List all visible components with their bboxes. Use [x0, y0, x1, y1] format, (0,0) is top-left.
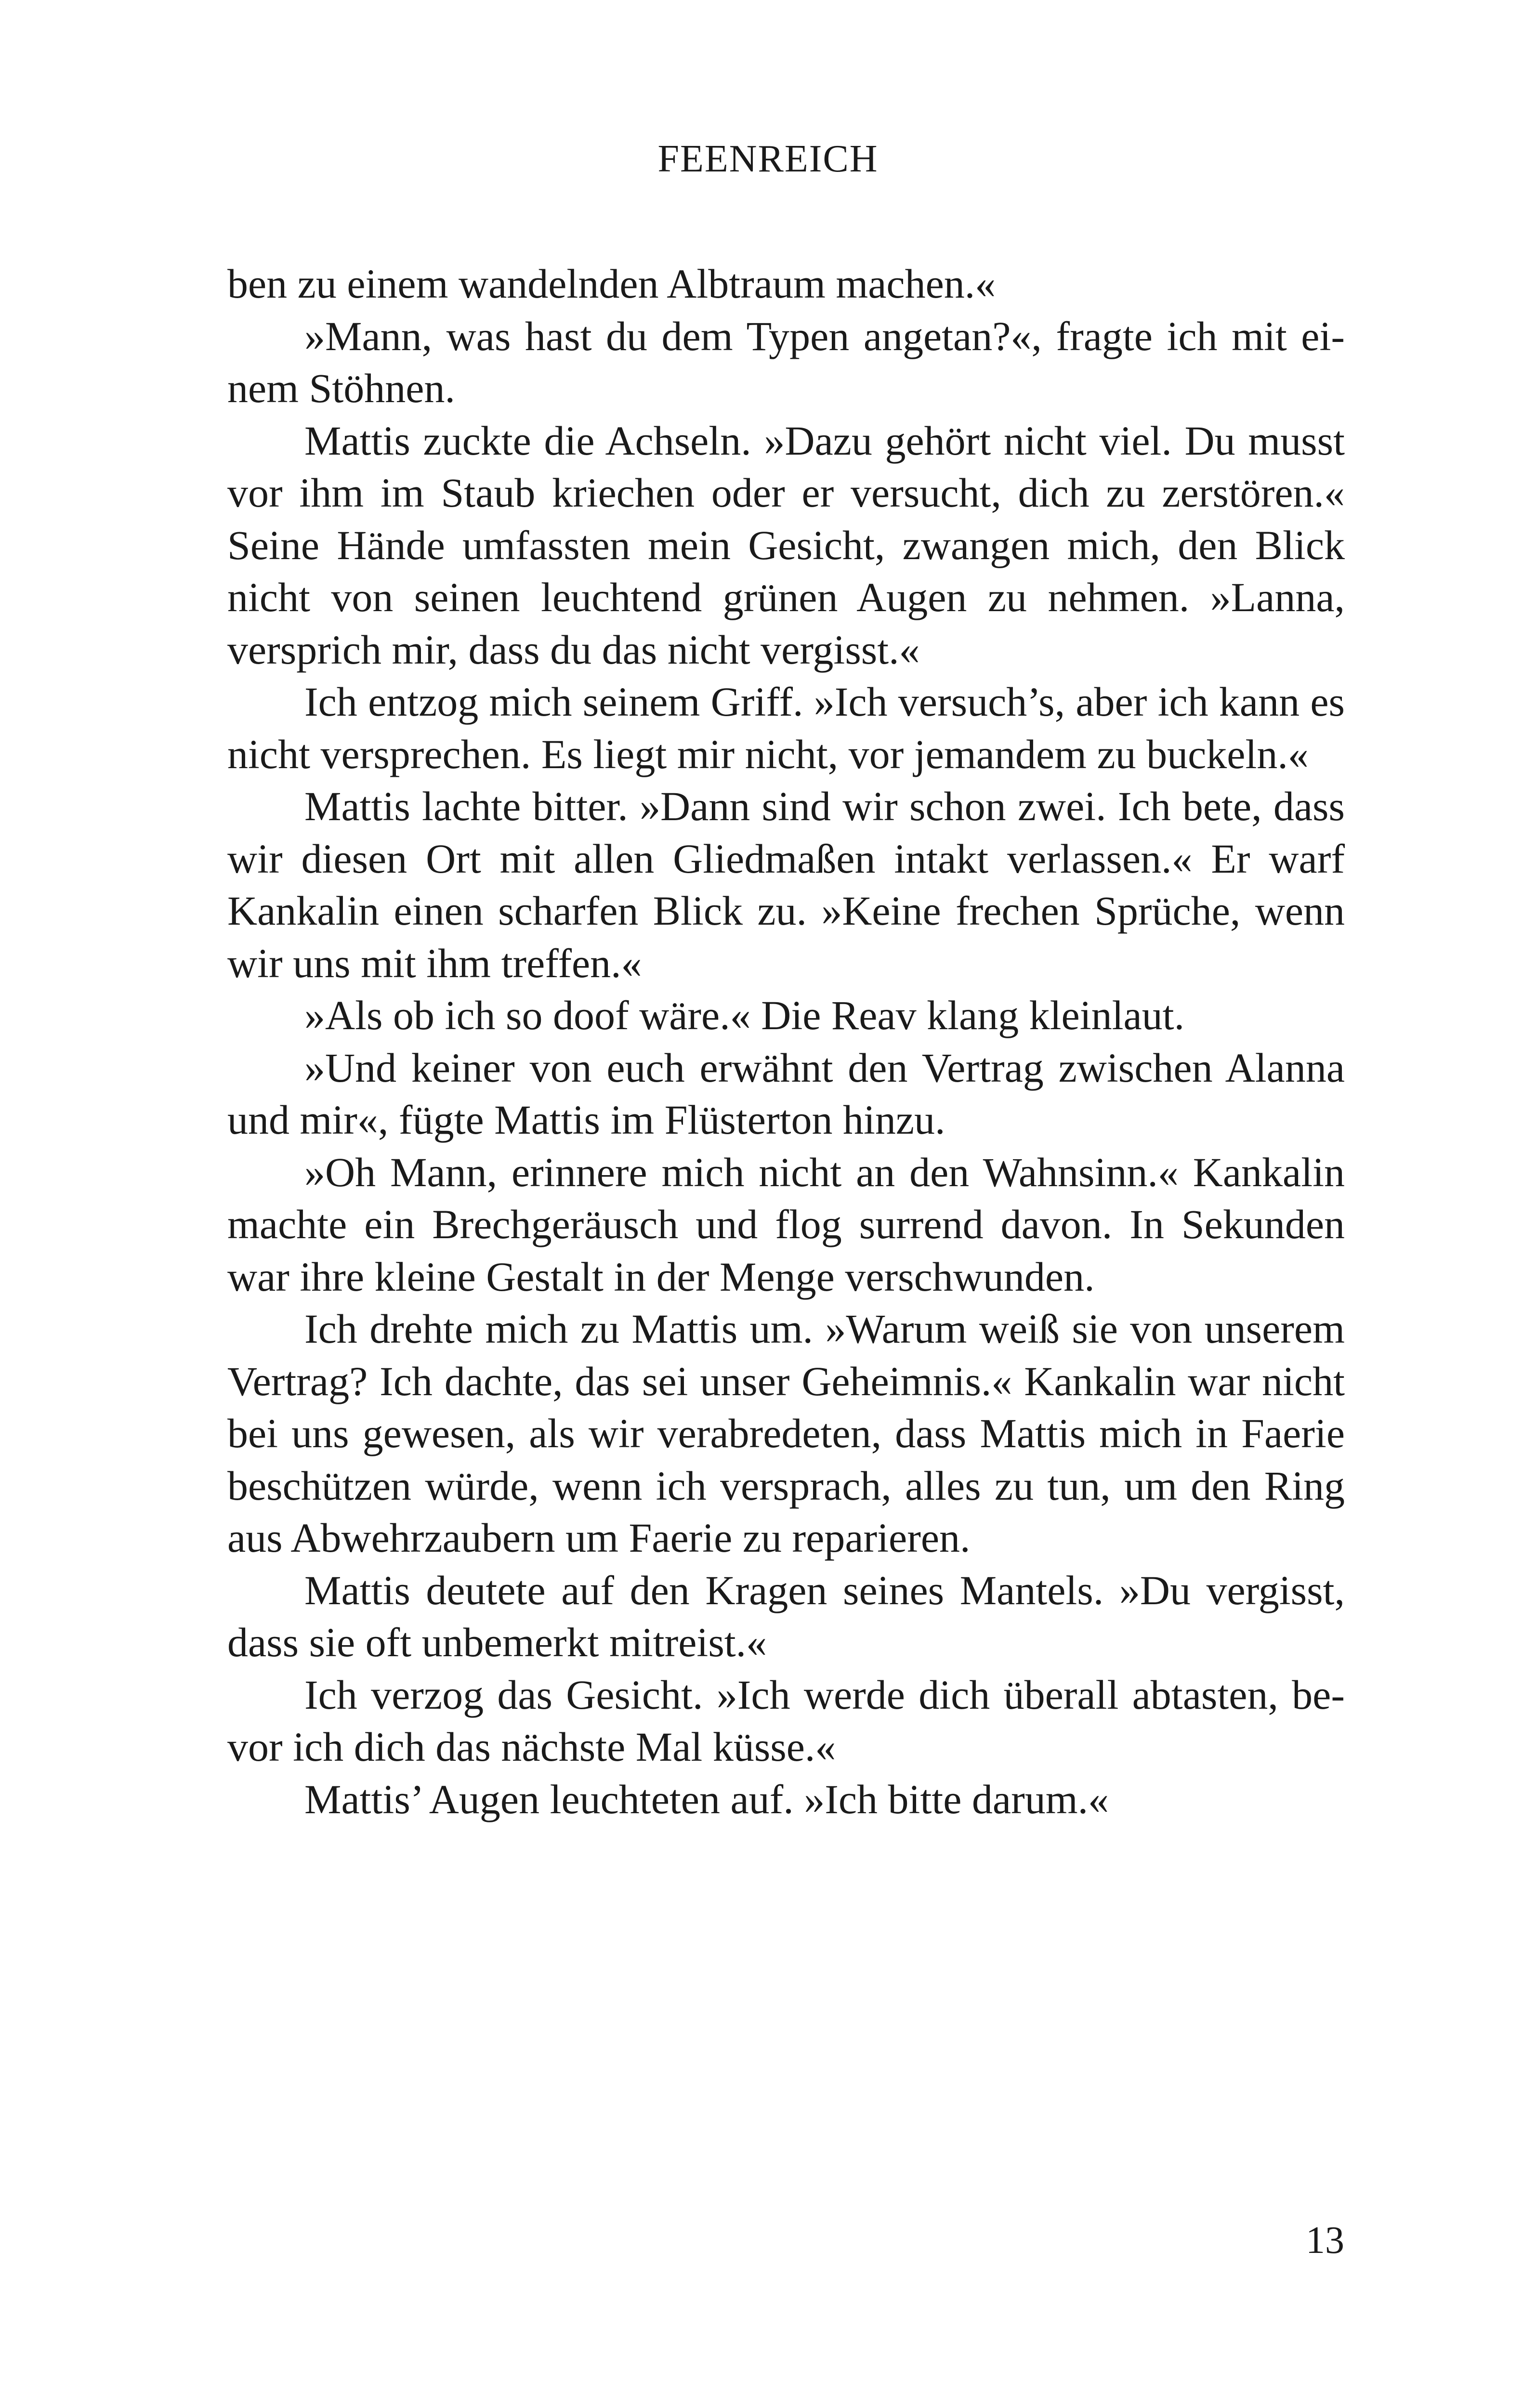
paragraph: »Als ob ich so doof wäre.« Die Reav klang kleinlaut.: [304, 992, 1185, 1038]
paragraph: Ich entzog mich seinem Griff. »Ich versuch’s, aber ich kann es nicht versprechen. Es liegt mir nicht, vor jemandem zu buckeln.«: [227, 679, 1345, 777]
paragraph: »Oh Mann, erinnere mich nicht an den Wahnsinn.« Kankalin machte ein Brechgeräusch und flog surrend davon. In Sekunden war ihre kleine Gestalt in der Menge verschwunden.: [227, 1149, 1345, 1300]
paragraph: Ich verzog das Gesicht. »Ich werde dich überall abtasten, bevor ich dich das nächste Mal küsse.«: [227, 1671, 1345, 1770]
paragraph: Mattis’ Augen leuchteten auf. »Ich bitte darum.«: [304, 1776, 1109, 1822]
paragraph: Mattis deutete auf den Kragen seines Mantels. »Du vergisst, dass sie oft unbemerkt mitreist.«: [227, 1567, 1345, 1665]
page-number: 13: [1306, 2219, 1344, 2262]
paragraph: Mattis zuckte die Achseln. »Dazu gehört nicht viel. Du musst vor ihm im Staub kriechen oder er versucht, dich zu zerstören.« Seine Hände umfassten mein Gesicht, zwangen mich, den Blick nicht von seinen leuchtend grünen Augen zu nehmen. »Lanna, versprich mir, dass du das nicht vergisst.«: [227, 417, 1345, 673]
body-text: [227, 258, 1345, 1825]
paragraph: ben zu einem wandelnden Albtraum machen.«: [227, 261, 996, 307]
paragraph: »Mann, was hast du dem Typen angetan?«, fragte ich mit einem Stöhnen.: [227, 313, 1345, 411]
paragraph: »Und keiner von euch erwähnt den Vertrag zwischen Alanna und mir«, fügte Mattis im Flüsterton hinzu.: [227, 1044, 1345, 1143]
paragraph: Mattis lachte bitter. »Dann sind wir schon zwei. Ich bete, dass wir diesen Ort mit allen Gliedmaßen intakt verlassen.« Er warf Kankalin einen scharfen Blick zu. »Keine frechen Sprüche, wenn wir uns mit ihm treffen.«: [227, 783, 1345, 986]
running-head: FEENREICH: [657, 138, 879, 180]
paragraph: Ich drehte mich zu Mattis um. »Warum weiß sie von unserem Vertrag? Ich dachte, das sei unser Geheimnis.« Kankalin war nicht bei uns gewesen, als wir verabredeten, dass Mattis mich in Faerie beschützen würde, wenn ich versprach, alles zu tun, um den Ring aus Abwehrzaubern um Faerie zu reparieren.: [227, 1306, 1345, 1561]
